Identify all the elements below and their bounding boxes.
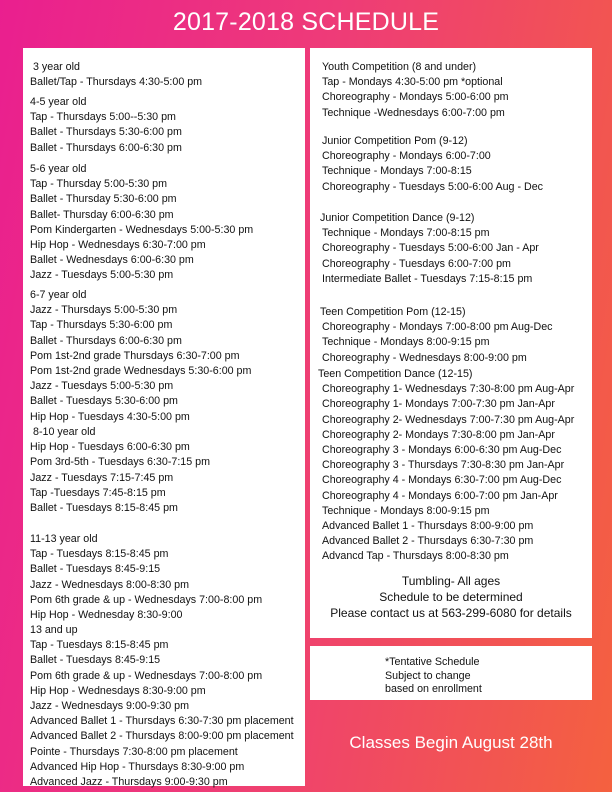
class-time: Tap - Thursdays 5:00--5:30 pm [30, 111, 176, 124]
class-time: Choreography 2- Wednesdays 7:00-7:30 pm Aug-Apr [322, 413, 575, 426]
class-time: Ballet - Tuesdays 8:45-9:15 [30, 654, 161, 667]
class-time: Choreography - Mondays 7:00-8:00 pm Aug-Dec [322, 321, 553, 334]
class-time: Technique - Mondays 8:00-9:15 pm [322, 336, 490, 349]
class-time: Choreography - Tuesdays 6:00-7:00 pm [322, 257, 511, 270]
age-group-heading: 3 year old [33, 61, 80, 73]
right-schedule-panel [310, 48, 592, 638]
competition-heading: Teen Competition Pom (12-15) [320, 306, 466, 318]
tentative-note: based on enrollment [385, 683, 482, 695]
class-time: Pom Kindergarten - Wednesdays 5:00-5:30 pm [30, 223, 254, 236]
class-time: Intermediate Ballet - Tuesdays 7:15-8:15 pm [322, 272, 533, 285]
class-time: Pom 1st-2nd grade Wednesdays 5:30-6:00 pm [30, 365, 252, 377]
class-time: Pom 3rd-5th - Tuesdays 6:30-7:15 pm [30, 456, 210, 469]
class-time: Hip Hop - Wednesdays 8:30-9:00 pm [30, 684, 206, 697]
class-time: Ballet - Tuesdays 5:30-6:00 pm [30, 395, 178, 408]
tentative-note-panel [310, 646, 592, 700]
class-time: Jazz - Tuesdays 5:00-5:30 pm [30, 269, 174, 282]
class-time: Choreography - Mondays 6:00-7:00 [322, 150, 491, 163]
tentative-note: *Tentative Schedule [385, 656, 480, 668]
class-time: Hip Hop - Wednesdays 6:30-7:00 pm [30, 239, 206, 251]
class-time: Jazz - Thursdays 5:00-5:30 pm [30, 304, 178, 317]
class-time: Hip Hop - Tuesdays 6:00-6:30 pm [30, 441, 190, 454]
class-time: Choreography 3 - Thursdays 7:30-8:30 pm Jan-Apr [322, 459, 565, 472]
class-time: Choreography 1- Wednesdays 7:30-8:00 pm Aug-Apr [322, 383, 575, 396]
class-time: Choreography 3 - Mondays 6:00-6:30 pm Aug-Dec [322, 444, 562, 456]
competition-heading: Junior Competition Dance (9-12) [320, 212, 475, 224]
age-group-heading: 4-5 year old [30, 96, 87, 108]
class-time: Technique -Wednesdays 6:00-7:00 pm [322, 106, 505, 119]
competition-heading: Junior Competition Pom (9-12) [322, 135, 468, 147]
class-time: Tap - Tuesdays 8:15-8:45 pm [30, 639, 169, 652]
class-time: Advanced Ballet 2 - Thursdays 6:30-7:30 pm [322, 535, 534, 548]
class-time: Ballet - Tuesdays 8:45-9:15 [30, 563, 161, 576]
class-time: Choreography 1- Mondays 7:00-7:30 pm Jan-Apr [322, 398, 555, 411]
age-group-heading: 13 and up [30, 624, 78, 636]
class-time: Ballet - Thursdays 5:30-6:00 pm [30, 126, 182, 139]
tumbling-info: Please contact us at 563-299-6080 for details [330, 606, 572, 620]
class-time: Jazz - Tuesdays 5:00-5:30 pm [30, 380, 174, 393]
class-time: Advancd Tap - Thursdays 8:00-8:30 pm [322, 550, 509, 563]
classes-begin-banner: Classes Begin August 28th [349, 733, 553, 752]
age-group-heading: 5-6 year old [30, 163, 87, 175]
class-time: Ballet - Tuesdays 8:15-8:45 pm [30, 502, 178, 514]
age-group-heading: 11-13 year old [30, 533, 98, 545]
class-time: Ballet - Thursday 5:30-6:00 pm [30, 193, 177, 206]
age-group-heading: 6-7 year old [30, 289, 87, 301]
tumbling-info: Tumbling- All ages [401, 574, 501, 588]
class-time: Technique - Mondays 7:00-8:15 pm [322, 227, 490, 240]
tumbling-info: Schedule to be determined [379, 590, 523, 604]
class-time: Ballet - Thursdays 6:00-6:30 pm [30, 334, 182, 347]
class-time: Advanced Jazz - Thursdays 9:00-9:30 pm [30, 776, 228, 788]
class-time: Jazz - Wednesdays 8:00-8:30 pm [30, 578, 190, 591]
class-time: Jazz - Tuesdays 7:15-7:45 pm [30, 471, 174, 484]
class-time: Pom 6th grade & up - Wednesdays 7:00-8:00 pm [30, 669, 263, 682]
class-time: Jazz - Wednesdays 9:00-9:30 pm [30, 700, 190, 712]
class-time: Tap -Tuesdays 7:45-8:15 pm [30, 486, 166, 499]
class-time: Choreography - Mondays 5:00-6:00 pm [322, 91, 509, 104]
class-time: Tap - Mondays 4:30-5:00 pm *optional [322, 76, 503, 89]
class-time: Pom 1st-2nd grade Thursdays 6:30-7:00 pm [30, 349, 240, 362]
class-time: Choreography 4 - Mondays 6:00-7:00 pm Jan-Apr [322, 489, 558, 502]
age-group-heading: 8-10 year old [33, 426, 96, 438]
class-time: Advanced Ballet 1 - Thursdays 8:00-9:00 pm [322, 520, 534, 532]
class-time: Ballet/Tap - Thursdays 4:30-5:00 pm [30, 76, 203, 89]
page-title: 2017-2018 SCHEDULE [172, 8, 440, 36]
class-time: Tap - Tuesdays 8:15-8:45 pm [30, 548, 169, 561]
class-time: Ballet- Thursday 6:00-6:30 pm [30, 208, 174, 221]
class-time: Choreography - Wednesdays 8:00-9:00 pm [322, 351, 527, 364]
class-time: Advanced Ballet 1 - Thursdays 6:30-7:30 pm placement [30, 715, 294, 728]
class-time: Choreography - Tuesdays 5:00-6:00 Jan - Apr [322, 242, 539, 255]
class-time: Advanced Hip Hop - Thursdays 8:30-9:00 pm [30, 760, 245, 773]
tentative-note: Subject to change [385, 669, 471, 682]
class-time: Advanced Ballet 2 - Thursdays 8:00-9:00 pm placement [30, 730, 294, 743]
class-time: Choreography 2- Mondays 7:30-8:00 pm Jan-Apr [322, 428, 555, 441]
class-time: Tap - Thursday 5:00-5:30 pm [30, 178, 168, 191]
class-time: Technique - Mondays 7:00-8:15 [322, 165, 472, 178]
class-time: Choreography - Tuesdays 5:00-6:00 Aug - Dec [322, 180, 544, 193]
class-time: Ballet - Thursdays 6:00-6:30 pm [30, 141, 182, 154]
class-time: Pom 6th grade & up - Wednesdays 7:00-8:00 pm [30, 593, 263, 606]
competition-heading: Teen Competition Dance (12-15) [318, 368, 473, 380]
class-time: Choreography 4 - Mondays 6:30-7:00 pm Aug-Dec [322, 474, 562, 487]
competition-heading: Youth Competition (8 and under) [322, 61, 477, 73]
class-time: Hip Hop - Wednesday 8:30-9:00 [30, 609, 183, 621]
class-time: Hip Hop - Tuesdays 4:30-5:00 pm [30, 410, 190, 423]
class-time: Ballet - Wednesdays 6:00-6:30 pm [30, 254, 194, 267]
class-time: Technique - Mondays 8:00-9:15 pm [322, 504, 490, 517]
class-time: Pointe - Thursdays 7:30-8:00 pm placement [30, 745, 238, 758]
left-schedule-panel [23, 48, 305, 786]
class-time: Tap - Thursdays 5:30-6:00 pm [30, 319, 173, 332]
